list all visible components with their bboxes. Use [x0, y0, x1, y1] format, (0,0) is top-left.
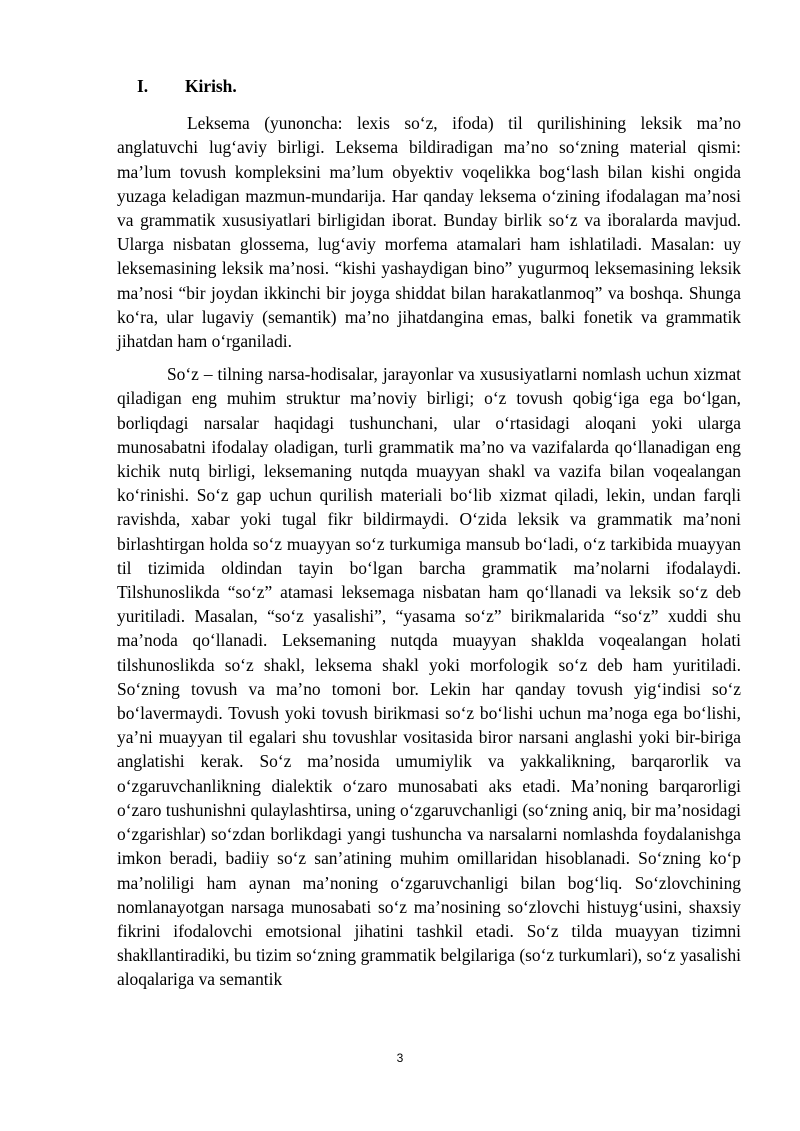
- section-heading: [117, 74, 741, 98]
- section-title: Kirish.: [185, 76, 237, 96]
- page-content: [117, 74, 741, 992]
- paragraph-leksema: Leksema (yunoncha: lexis so‘z, ifoda) til qurilishining leksik ma’no anglatuvchi lug‘aviy birligi. Leksema bildiradigan ma’no so‘zning material qismi: ma’lum tovush kompleksini ma’lum obyektiv voqelikka bog‘lash bilan kishi ongida yuzaga keladigan mazmun-mundarija. Har qanday leksema o‘zining ifodalagan ma’nosi va grammatik xususiyatlari birligidan iborat. Bunday birlik so‘z va iboralarda mavjud. Ularga nisbatan glossema, lug‘aviy morfema atamalari ham ishlatiladi. Masalan: uy leksemasining leksik ma’nosi. “kishi yashaydigan bino” yugurmoq leksemasining leksik ma’nosi “bir joydan ikkinchi bir joyga shiddat bilan harakatlanmoq” va boshqa. Shunga ko‘ra, ular lugaviy (semantik) ma’no jihatdangina emas, balki fonetik va grammatik jihatdan ham o‘rganiladi.: [117, 113, 741, 352]
- paragraph-soz: So‘z – tilning narsa-hodisalar, jarayonlar va xususiyatlarni nomlash uchun xizmat qiladigan eng muhim struktur ma’noviy birligi; o‘z tovush qobig‘iga ega bo‘lgan, borliqdagi narsalar haqidagi tushunchani, ular o‘rtasidagi aloqani yoki ularga munosabatni ifodalay oladigan, turli grammatik ma’no va vazifalarda qo‘llanadigan eng kichik nutq birligi, leksemaning nutqda muayyan shakl va vazifa bilan voqealangan ko‘rinishi. So‘z gap uchun qurilish materiali bo‘lib xizmat qiladi, lekin, undan farqli ravishda, xabar yoki tugal fikr bildirmaydi. O‘zida leksik va grammatik ma’noni birlashtirgan holda so‘z muayyan so‘z turkumiga mansub bo‘ladi, o‘z tarkibida muayyan til tizimida oldindan tayin bo‘lgan barcha grammatik ma’nolarni ifodalaydi. Tilshunoslikda “so‘z” atamasi leksemaga nisbatan ham qo‘llanadi va leksik so‘z deb yuritiladi. Masalan, “so‘z yasalishi”, “yasama so‘z” birikmalarida “so‘z” xuddi shu ma’noda qo‘llanadi. Leksemaning nutqda muayyan shaklda voqealangan holati tilshunoslikda so‘z shakl, leksema shakl yoki morfologik so‘z deb ham yuritiladi. So‘zning tovush va ma’no tomoni bor. Lekin har qanday tovush yig‘indisi so‘z bo‘lavermaydi. Tovush yoki tovush birikmasi so‘z bo‘lishi uchun ma’noga ega bo‘lishi, ya’ni muayyan til egalari shu tovushlar vositasida biror narsani anglashi yoki bir-biriga anglatishi kerak. So‘z ma’nosida umumiylik va yakkalikning, barqarorlik va o‘zgaruvchanlikning dialektik o‘zaro munosabati aks etadi. Ma’noning barqarorligi o‘zaro tushunishni qulaylashtirsa, uning o‘zgaruvchanligi (so‘zning aniq, bir ma’nosidagi o‘zgarishlar) so‘zdan borlikdagi yangi tushuncha va narsalarni nomlashda foydalanishga imkon beradi, badiiy so‘z san’atining muhim omillaridan hisoblanadi. So‘zning ko‘p ma’noliligi ham aynan ma’noning o‘zgaruvchanligi bilan bog‘liq. So‘zlovchining nomlanayotgan narsaga munosabati so‘z ma’nosining so‘zlovchi histuyg‘usini, shaxsiy fikrini ifodalovchi emotsional jihatini tashkil etadi. So‘z tilda muayyan tizimni shakllantiradiki, bu tizim so‘zning grammatik belgilariga (so‘z turkumlari), so‘z yasalishi aloqalariga va semantik: [117, 364, 741, 990]
- section-number: I.: [137, 76, 149, 96]
- page-number: 3: [396, 1051, 404, 1065]
